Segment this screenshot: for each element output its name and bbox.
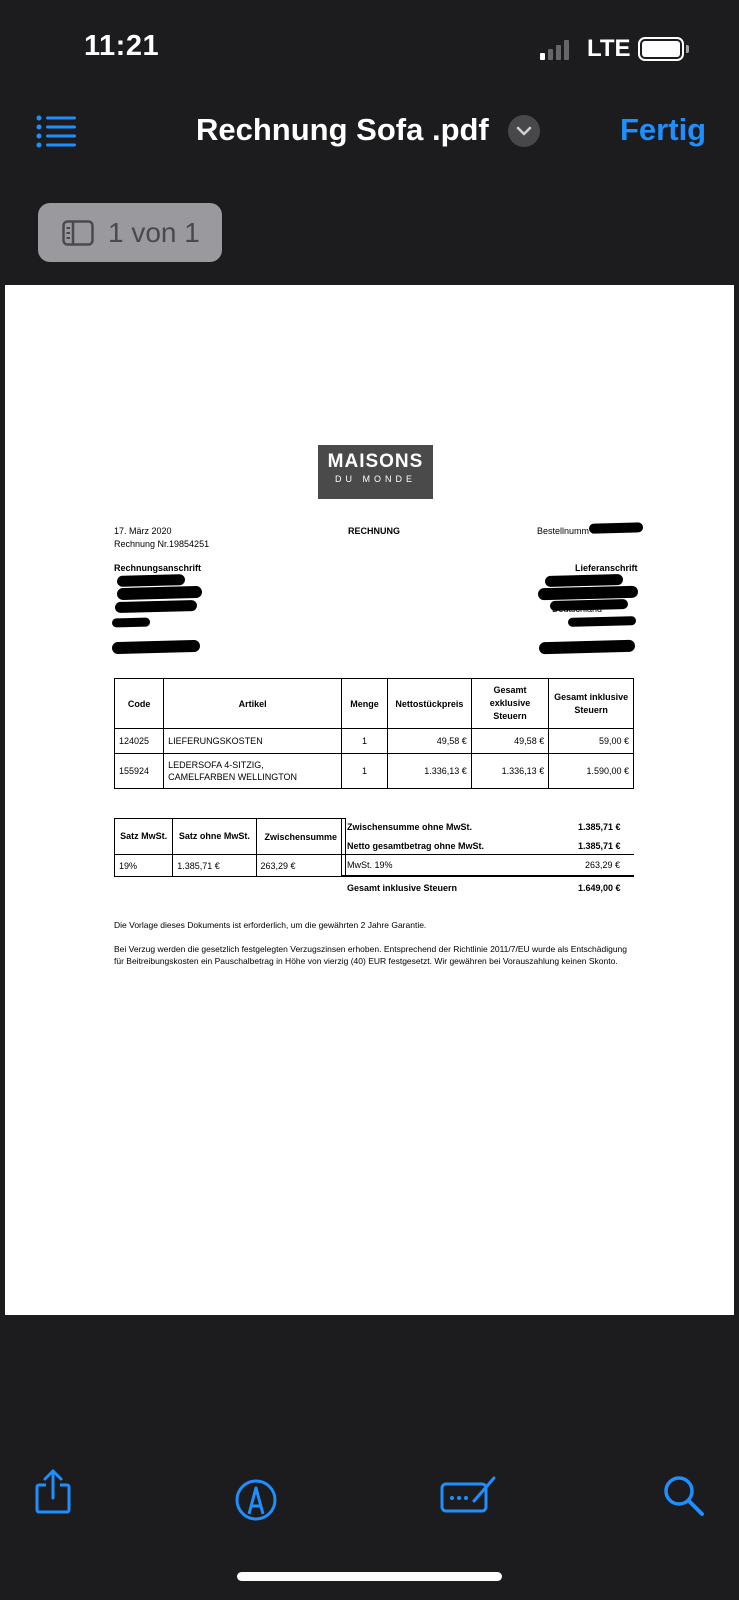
col-header: Satz MwSt.	[115, 819, 173, 855]
col-header: Menge	[342, 679, 388, 729]
grand-total-label: Gesamt inklusive Steuern	[347, 883, 458, 893]
page-indicator[interactable]	[38, 203, 222, 262]
order-number-label: Bestellnumm	[537, 526, 590, 536]
thumbnails-icon	[62, 220, 94, 246]
markup-icon[interactable]	[234, 1478, 278, 1527]
col-header: Code	[115, 679, 164, 729]
cell-subtotal: 263,29 €	[256, 855, 346, 877]
table-row	[115, 754, 634, 789]
grand-total-value: 1.649,00 €	[578, 883, 621, 893]
vat-value: 263,29 €	[585, 860, 621, 870]
col-header: Satz ohne MwSt.	[173, 819, 256, 855]
totals-divider	[341, 818, 342, 876]
table-row	[115, 855, 346, 877]
redaction	[545, 574, 623, 587]
document-title: Rechnung Sofa .pdf	[196, 112, 489, 147]
cell-net: 1.385,71 €	[173, 855, 256, 877]
subtotal-label: Zwischensumme ohne MwSt.	[347, 822, 473, 832]
net-total-label: Netto gesamtbetrag ohne MwSt.	[347, 841, 485, 851]
cell-code: 155924	[115, 754, 164, 789]
page-indicator-label: 1 von 1	[108, 216, 200, 248]
battery-tip	[686, 45, 689, 53]
cell-qty: 1	[342, 754, 388, 789]
cell-excl: 1.336,13 €	[471, 754, 548, 789]
outline-list-icon[interactable]	[36, 114, 78, 148]
invoice-date: 17. März 2020	[114, 526, 172, 536]
vat-label: MwSt. 19%	[347, 860, 393, 870]
warranty-note: Die Vorlage dieses Dokuments ist erforderlich, um die gewährten 2 Jahre Garantie.	[114, 920, 427, 930]
cell-incl: 1.590,00 €	[549, 754, 634, 789]
logo-line2: DU MONDE	[335, 474, 416, 484]
cell-article: LIEFERUNGSKOSTEN	[164, 729, 342, 754]
home-indicator[interactable]	[237, 1572, 502, 1581]
col-header: Gesamt exklusive Steuern	[471, 679, 548, 729]
divider	[341, 875, 634, 877]
col-header: Artikel	[164, 679, 342, 729]
col-header: Gesamt inklusive Steuern	[549, 679, 634, 729]
divider	[341, 854, 634, 855]
late-payment-note: Bei Verzug werden die gesetzlich festgelegten Verzugszinsen erhoben. Entsprechend der Richtlinie 2011/7/EU wurde als Entschädigung	[114, 944, 627, 954]
status-time: 11:21	[84, 30, 160, 62]
redaction	[112, 618, 150, 628]
invoice-heading: RECHNUNG	[348, 526, 401, 536]
col-header: Nettostückpreis	[388, 679, 472, 729]
vat-table	[114, 818, 346, 877]
chevron-down-icon[interactable]	[508, 115, 540, 147]
cell-unit: 1.336,13 €	[388, 754, 472, 789]
col-header: Zwischensumme	[256, 819, 346, 855]
search-icon[interactable]	[662, 1474, 706, 1523]
signature-icon[interactable]	[440, 1474, 498, 1519]
items-table	[114, 678, 634, 789]
redaction	[568, 616, 636, 627]
subtotal-value: 1.385,71 €	[578, 822, 621, 832]
cell-qty: 1	[342, 729, 388, 754]
brand-logo	[318, 445, 433, 499]
delivery-address-label: Lieferanschrift	[575, 563, 638, 573]
redaction	[115, 600, 197, 613]
done-button[interactable]: Fertig	[620, 112, 707, 147]
billing-address-label: Rechnungsanschrift	[114, 563, 202, 573]
cell-code: 124025	[115, 729, 164, 754]
redaction	[117, 586, 202, 600]
redaction	[112, 640, 200, 654]
invoice-number: Rechnung Nr.19854251	[114, 539, 210, 549]
cell-rate: 19%	[115, 855, 173, 877]
logo-line1: MAISONS	[327, 451, 424, 472]
share-icon[interactable]	[34, 1468, 72, 1519]
net-total-value: 1.385,71 €	[578, 841, 621, 851]
cell-excl: 49,58 €	[471, 729, 548, 754]
battery-icon	[638, 37, 684, 61]
delivery-country: Deutschland	[552, 604, 603, 614]
cell-unit: 49,58 €	[388, 729, 472, 754]
redaction	[589, 522, 643, 533]
pdf-page[interactable]	[5, 285, 734, 1315]
table-row	[115, 729, 634, 754]
redaction	[539, 640, 635, 655]
cell-incl: 59,00 €	[549, 729, 634, 754]
cell-article-line2: CAMELFARBEN WELLINGTON	[168, 772, 298, 782]
redaction	[117, 574, 185, 587]
cell-article: LEDERSOFA 4-SITZIG,	[168, 760, 264, 770]
carrier-label: LTE	[587, 35, 631, 62]
signal-icon	[540, 40, 569, 60]
late-payment-note-2: für Beitreibungskosten ein Pauschalbetrag in Höhe von vierzig (40) EUR festgesetzt. Wir gewähren bei Vorauszahlung keinen Skonto.	[114, 956, 618, 966]
